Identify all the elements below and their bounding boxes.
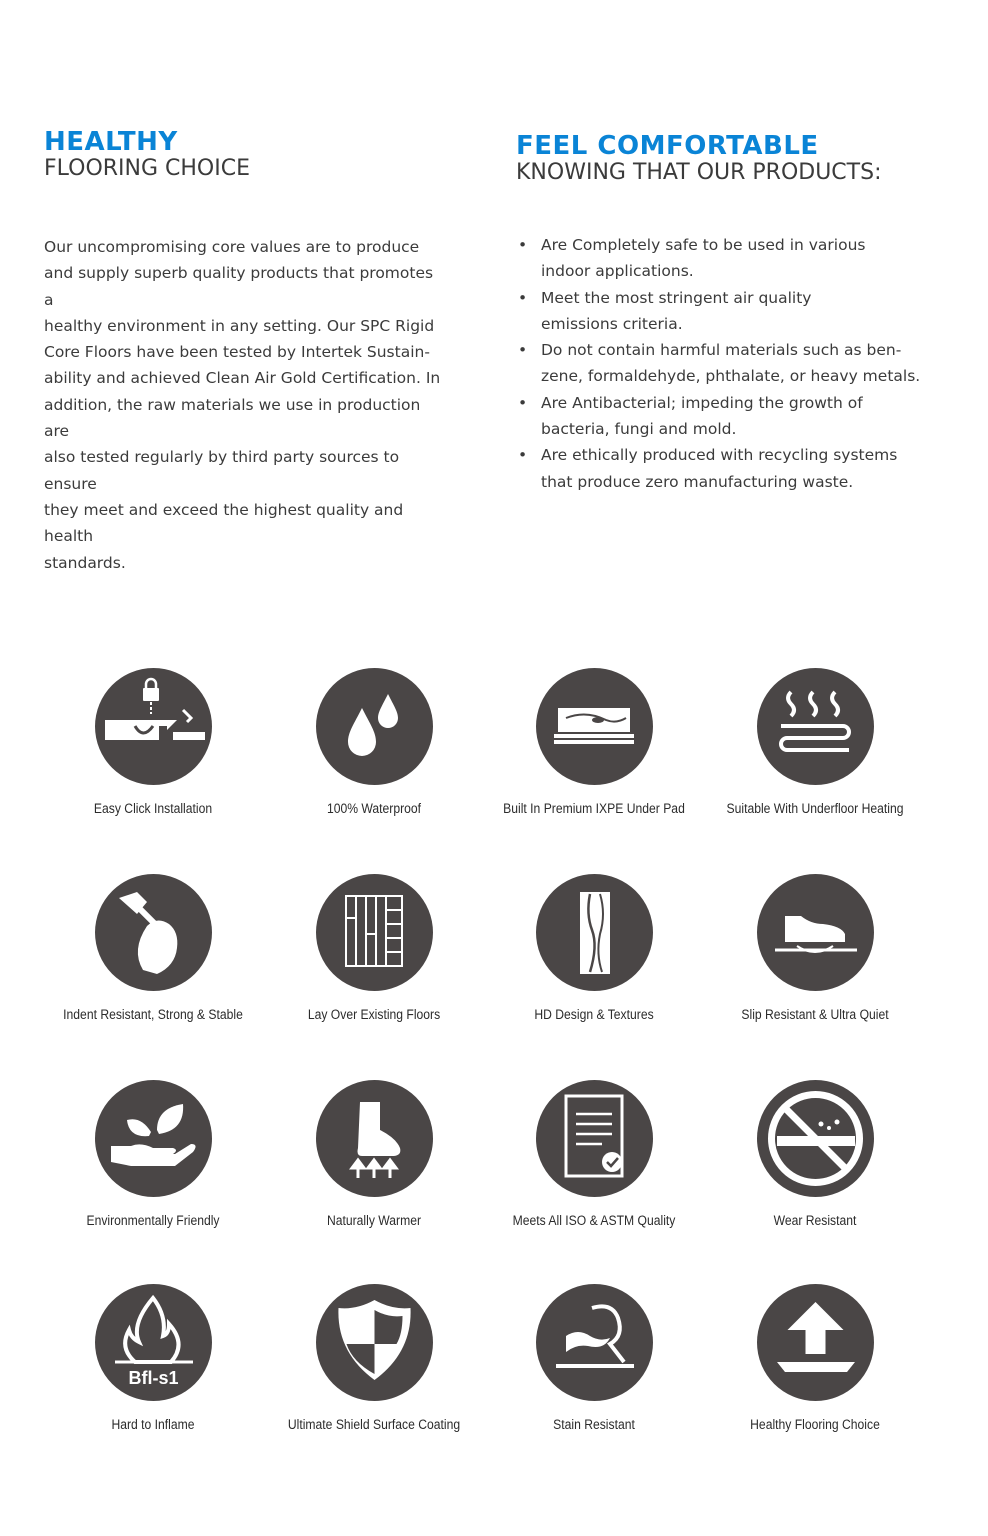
feature-label: Environmentally Friendly bbox=[86, 1213, 220, 1228]
plank-layers-icon bbox=[536, 668, 653, 785]
paragraph-line: they meet and exceed the highest quality and health bbox=[44, 500, 404, 546]
feature-slip-resistant bbox=[705, 874, 925, 1022]
feature-warmer bbox=[264, 1080, 484, 1228]
bullet-line: Are Antibacterial; impeding the growth of bbox=[541, 393, 863, 412]
bullet-line: Are ethically produced with recycling systems bbox=[541, 446, 898, 465]
paragraph-line: ability and achieved Clean Air Gold Certification. In bbox=[44, 369, 441, 388]
feature-iso-astm bbox=[484, 1080, 704, 1228]
paragraph-line: and supply superb quality products that promotes a bbox=[44, 264, 434, 309]
feature-eco bbox=[43, 1080, 263, 1228]
feature-healthy-choice bbox=[705, 1284, 925, 1432]
click-lock-icon bbox=[95, 668, 212, 785]
feature-stain-resistant bbox=[484, 1284, 704, 1432]
paragraph-line: Core Floors have been tested by Intertek Sustain- bbox=[44, 343, 430, 362]
feature-underfloor-heating bbox=[705, 668, 925, 816]
benefits-list bbox=[516, 232, 936, 495]
feature-label: 100% Waterproof bbox=[326, 801, 422, 816]
paragraph-line: addition, the raw materials we use in production are bbox=[44, 395, 421, 441]
feature-label: HD Design & Textures bbox=[534, 1007, 654, 1022]
foot-warmth-icon bbox=[316, 1080, 433, 1197]
bullet-line: emissions criteria. bbox=[541, 314, 683, 333]
feature-shield-coating bbox=[264, 1284, 484, 1432]
paragraph-line: Our uncompromising core values are to produce bbox=[44, 238, 420, 256]
healthy-arrow-icon bbox=[757, 1284, 874, 1401]
stain-resistant-icon bbox=[536, 1284, 653, 1401]
list-item bbox=[516, 390, 936, 443]
feature-label: Slip Resistant & Ultra Quiet bbox=[741, 1007, 889, 1022]
intro-paragraph bbox=[44, 234, 444, 576]
feature-label: Indent Resistant, Strong & Stable bbox=[63, 1007, 243, 1022]
fire-rating-icon bbox=[95, 1284, 212, 1401]
list-item bbox=[516, 232, 936, 285]
floor-overlay-icon bbox=[316, 874, 433, 991]
healthy-heading: HEALTHY bbox=[44, 127, 178, 157]
feature-ixpe-pad bbox=[484, 668, 704, 816]
feature-indent-resistant bbox=[43, 874, 263, 1022]
wood-grain-icon bbox=[536, 874, 653, 991]
bullet-line: Do not contain harmful materials such as ben- bbox=[541, 341, 902, 360]
water-drops-icon bbox=[316, 668, 433, 785]
shoe-icon bbox=[757, 874, 874, 991]
bullet-line: bacteria, fungi and mold. bbox=[541, 420, 737, 439]
feature-label: Healthy Flooring Choice bbox=[750, 1417, 880, 1432]
feature-label: Easy Click Installation bbox=[93, 801, 213, 816]
feel-comfortable-heading: FEEL COMFORTABLE bbox=[516, 131, 819, 161]
list-item bbox=[516, 442, 936, 495]
feature-label: Stain Resistant bbox=[553, 1417, 635, 1432]
fire-rating-badge: Bfl-s1 bbox=[127, 1368, 179, 1388]
list-item bbox=[516, 337, 936, 390]
bullet-line: indoor applications. bbox=[541, 262, 694, 281]
bullet-line: Are Completely safe to be used in various bbox=[541, 236, 866, 254]
feature-hd-design bbox=[484, 874, 704, 1022]
feature-label: Ultimate Shield Surface Coating bbox=[287, 1417, 461, 1432]
certificate-icon bbox=[536, 1080, 653, 1197]
paragraph-line: also tested regularly by third party sources to ensure bbox=[44, 448, 400, 493]
feature-label: Lay Over Existing Floors bbox=[307, 1007, 441, 1022]
feature-label: Hard to Inflame bbox=[111, 1417, 195, 1432]
bullet-line: Meet the most stringent air quality bbox=[541, 288, 812, 307]
hand-leaf-icon bbox=[95, 1080, 212, 1197]
feature-waterproof bbox=[264, 668, 484, 816]
left-column bbox=[44, 128, 444, 576]
feature-label: Suitable With Underfloor Heating bbox=[726, 801, 904, 816]
feature-hard-to-inflame bbox=[43, 1284, 263, 1432]
feature-easy-click bbox=[43, 668, 263, 816]
paragraph-line: healthy environment in any setting. Our SPC Rigid bbox=[44, 316, 435, 335]
no-wear-icon bbox=[757, 1080, 874, 1197]
shield-icon bbox=[316, 1284, 433, 1401]
flooring-choice-subheading: FLOORING CHOICE bbox=[44, 156, 251, 181]
bullet-line: zene, formaldehyde, phthalate, or heavy metals. bbox=[541, 367, 921, 386]
bullet-line: that produce zero manufacturing waste. bbox=[541, 472, 854, 491]
hammer-fist-icon bbox=[95, 874, 212, 991]
feature-wear-resistant bbox=[705, 1080, 925, 1228]
feature-label: Built In Premium IXPE Under Pad bbox=[503, 801, 685, 816]
right-column bbox=[516, 132, 936, 495]
feature-label: Meets All ISO & ASTM Quality bbox=[512, 1213, 676, 1228]
knowing-subheading: KNOWING THAT OUR PRODUCTS: bbox=[516, 160, 882, 185]
paragraph-line: standards. bbox=[44, 553, 126, 572]
feature-label: Wear Resistant bbox=[773, 1213, 857, 1228]
underfloor-heating-icon bbox=[757, 668, 874, 785]
feature-label: Naturally Warmer bbox=[326, 1213, 422, 1228]
feature-lay-over bbox=[264, 874, 484, 1022]
list-item bbox=[516, 285, 936, 338]
